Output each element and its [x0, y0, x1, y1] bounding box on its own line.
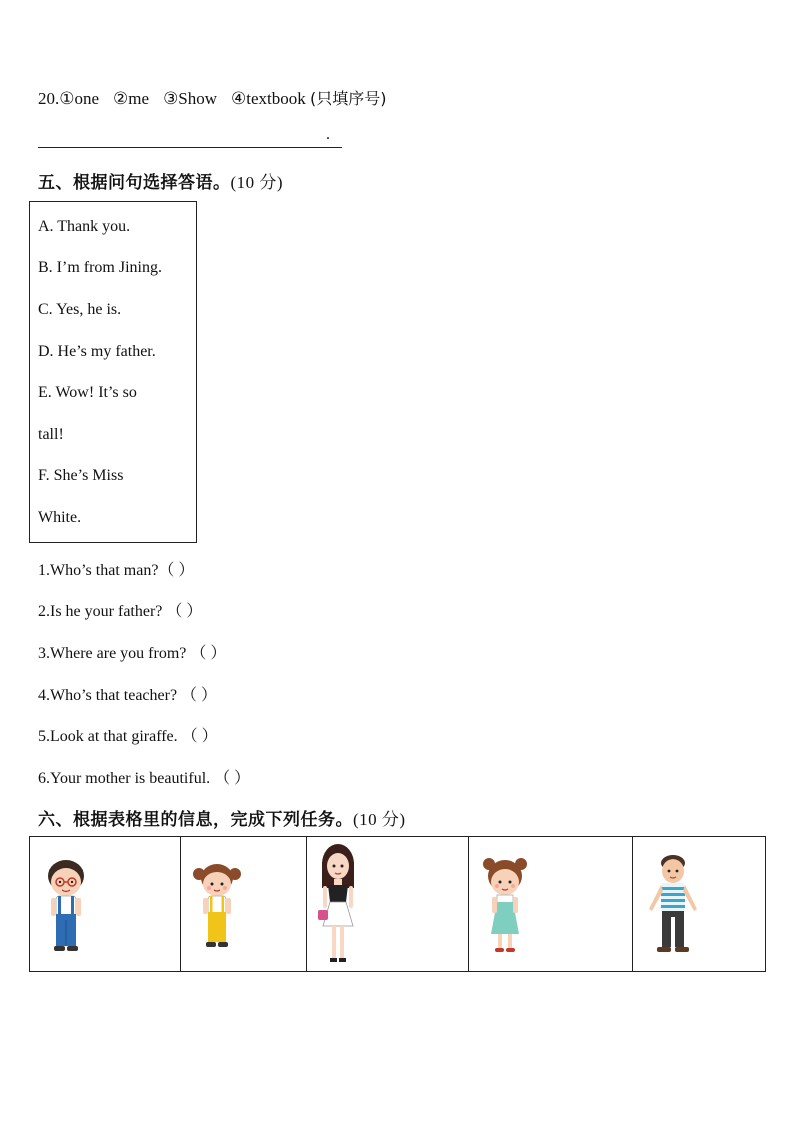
- question-20-note: (只填序号): [310, 89, 387, 108]
- answer-end-mark: .: [326, 126, 330, 143]
- option-a: A. Thank you.: [38, 218, 131, 235]
- question-6: [38, 765, 250, 788]
- question-5-answer-blank[interactable]: （ ）: [181, 728, 218, 745]
- section-5-title: [38, 168, 283, 193]
- section-6-title: [38, 805, 406, 830]
- question-6-answer-blank[interactable]: （ ）: [214, 770, 251, 787]
- question-5: [38, 723, 218, 746]
- question-3-answer-blank[interactable]: （ ）: [190, 645, 227, 662]
- option-d: D. He’s my father.: [38, 343, 156, 360]
- word-option-4: ④textbook: [231, 89, 306, 108]
- section-6-points: (10 分): [353, 810, 406, 829]
- word-option-1: ①one: [59, 89, 100, 108]
- table-cell-girl: [181, 837, 307, 972]
- option-b: B. I’m from Jining.: [38, 259, 162, 276]
- question-20-number: 20.: [38, 89, 60, 108]
- section-5-title-text: 五、根据问句选择答语。: [38, 173, 231, 193]
- option-f-line-2: White.: [38, 509, 82, 526]
- question-20: [38, 86, 387, 109]
- man-figure-icon: [641, 851, 705, 957]
- option-f-line-1: F. She’s Miss: [38, 467, 124, 484]
- question-5-text: 5.Look at that giraffe.: [38, 728, 178, 745]
- girl-dress-figure-icon: [475, 852, 535, 956]
- question-1: [38, 557, 194, 580]
- question-1-answer-blank[interactable]: （ ）: [158, 562, 195, 579]
- table-cell-woman: [307, 837, 469, 972]
- options-box: [29, 201, 197, 543]
- answer-blank-line[interactable]: [38, 147, 342, 148]
- boy-figure-icon: [36, 854, 96, 954]
- info-table: [29, 836, 766, 972]
- woman-figure-icon: [313, 842, 363, 966]
- word-option-2: ②me: [113, 89, 150, 108]
- question-4-text: 4.Who’s that teacher?: [38, 687, 178, 704]
- question-4: [38, 682, 217, 705]
- question-4-answer-blank[interactable]: （ ）: [181, 687, 218, 704]
- option-e-line-1: E. Wow! It’s so: [38, 384, 137, 401]
- option-c: C. Yes, he is.: [38, 301, 122, 318]
- table-row: [30, 837, 766, 972]
- table-cell-boy: [30, 837, 181, 972]
- section-5-points: (10 分): [230, 173, 284, 192]
- table-cell-girl-dress: [469, 837, 633, 972]
- word-option-3: ③Show: [163, 89, 218, 108]
- question-2-answer-blank[interactable]: （ ）: [166, 603, 203, 620]
- question-2-text: 2.Is he your father?: [38, 603, 163, 620]
- girl-figure-icon: [187, 854, 247, 954]
- question-6-text: 6.Your mother is beautiful.: [38, 770, 211, 787]
- question-2: [38, 598, 202, 621]
- question-1-text: 1.Who’s that man?: [38, 562, 159, 579]
- question-3: [38, 640, 226, 663]
- option-e-line-2: tall!: [38, 426, 64, 443]
- section-6-title-text: 六、根据表格里的信息，完成下列任务。: [38, 810, 353, 830]
- table-cell-man: [633, 837, 766, 972]
- question-3-text: 3.Where are you from?: [38, 645, 187, 662]
